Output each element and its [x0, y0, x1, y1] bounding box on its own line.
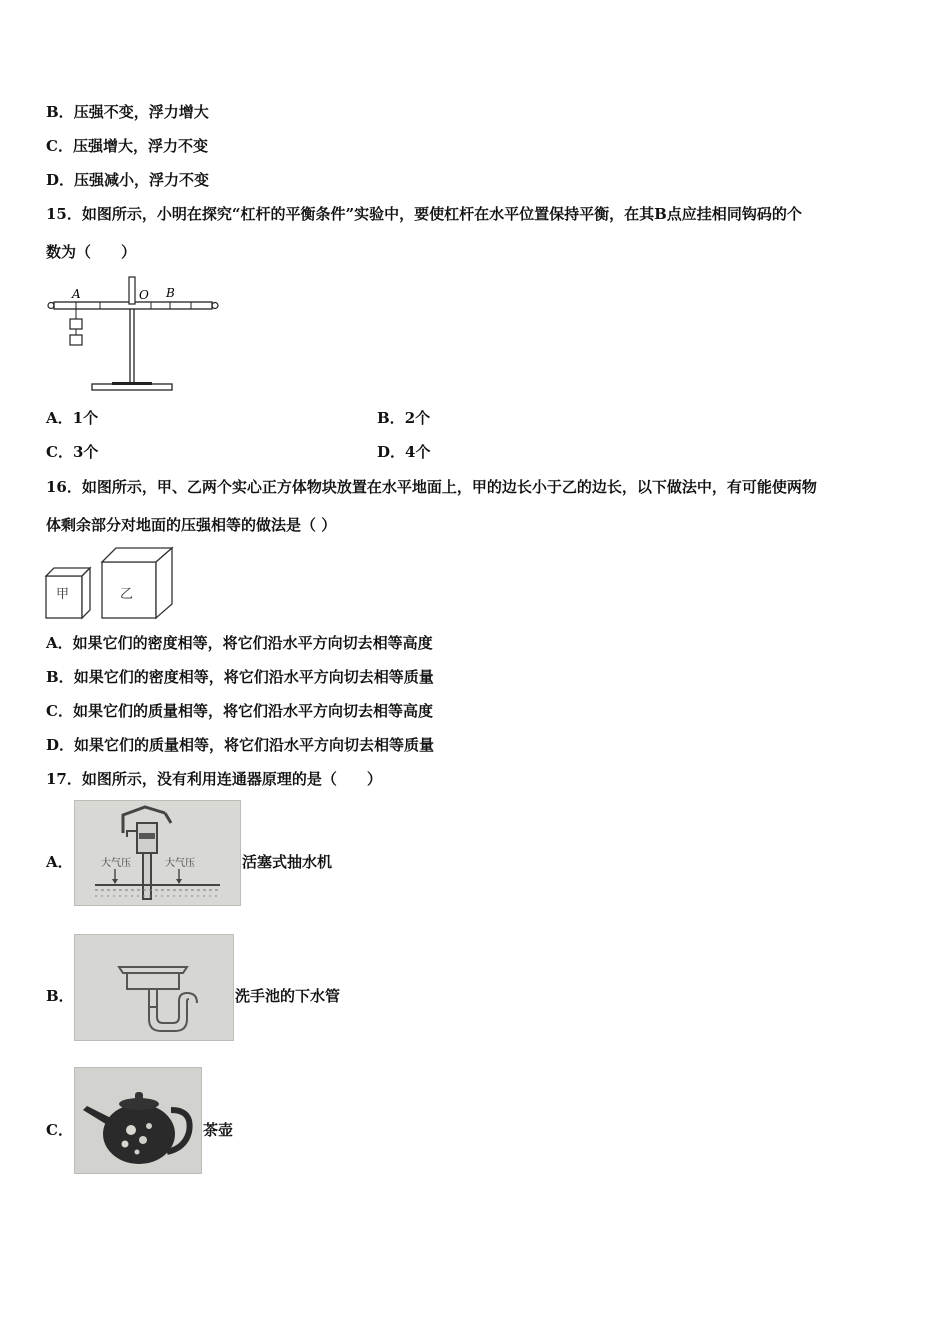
lever-label-o: O [139, 288, 149, 302]
q15-stem-line2: 数为（ ） [46, 243, 137, 261]
pump-photo [74, 800, 241, 906]
q15-option-c: C．3个 [46, 443, 99, 461]
q17-option-b-letter: B． [46, 987, 74, 1005]
q17-stem: 17．如图所示，没有利用连通器原理的是（ ） [46, 770, 382, 788]
pump-label-right: 大气压 [165, 858, 195, 869]
q16-stem-line2: 体剩余部分对地面的压强相等的做法是（ ） [46, 516, 337, 534]
q15-stem-line1: 15．如图所示，小明在探究“杠杆的平衡条件”实验中，要使杠杆在水平位置保持平衡，在其B点应挂相同钩码的个 [46, 205, 802, 223]
q17-option-a-text: 活塞式抽水机 [242, 853, 333, 871]
lever-label-a: A [72, 287, 81, 301]
q14-option-b: B．压强不变，浮力增大 [46, 103, 209, 121]
q17-option-b-text: 洗手池的下水管 [235, 987, 341, 1005]
q15-option-d: D．4个 [377, 443, 431, 461]
q16-option-c: C．如果它们的质量相等，将它们沿水平方向切去相等高度 [46, 702, 433, 720]
cubes-figure [44, 546, 179, 622]
q16-option-b: B．如果它们的密度相等，将它们沿水平方向切去相等质量 [46, 668, 434, 686]
q15-option-a: A．1个 [46, 409, 99, 427]
q16-option-a: A．如果它们的密度相等，将它们沿水平方向切去相等高度 [46, 634, 433, 652]
lever-figure [46, 274, 221, 396]
lever-label-b: B [166, 286, 175, 300]
sink-drain-photo [74, 934, 234, 1041]
q17-option-c-letter: C． [46, 1121, 73, 1139]
q16-stem-line1: 16．如图所示，甲、乙两个实心正方体物块放置在水平地面上，甲的边长小于乙的边长，以下做法中，有可能使两物 [46, 478, 817, 496]
teapot-photo [74, 1067, 202, 1174]
pump-label-left: 大气压 [101, 858, 131, 869]
q17-option-c-text: 茶壶 [203, 1121, 234, 1139]
cube-label-yi: 乙 [120, 587, 134, 602]
q16-option-d: D．如果它们的质量相等，将它们沿水平方向切去相等质量 [46, 736, 435, 754]
q14-option-d: D．压强减小，浮力不变 [46, 171, 210, 189]
q14-option-c: C．压强增大，浮力不变 [46, 137, 208, 155]
cube-label-jia: 甲 [56, 587, 70, 602]
q15-option-b: B．2个 [377, 409, 431, 427]
q17-option-a-letter: A． [46, 853, 73, 871]
